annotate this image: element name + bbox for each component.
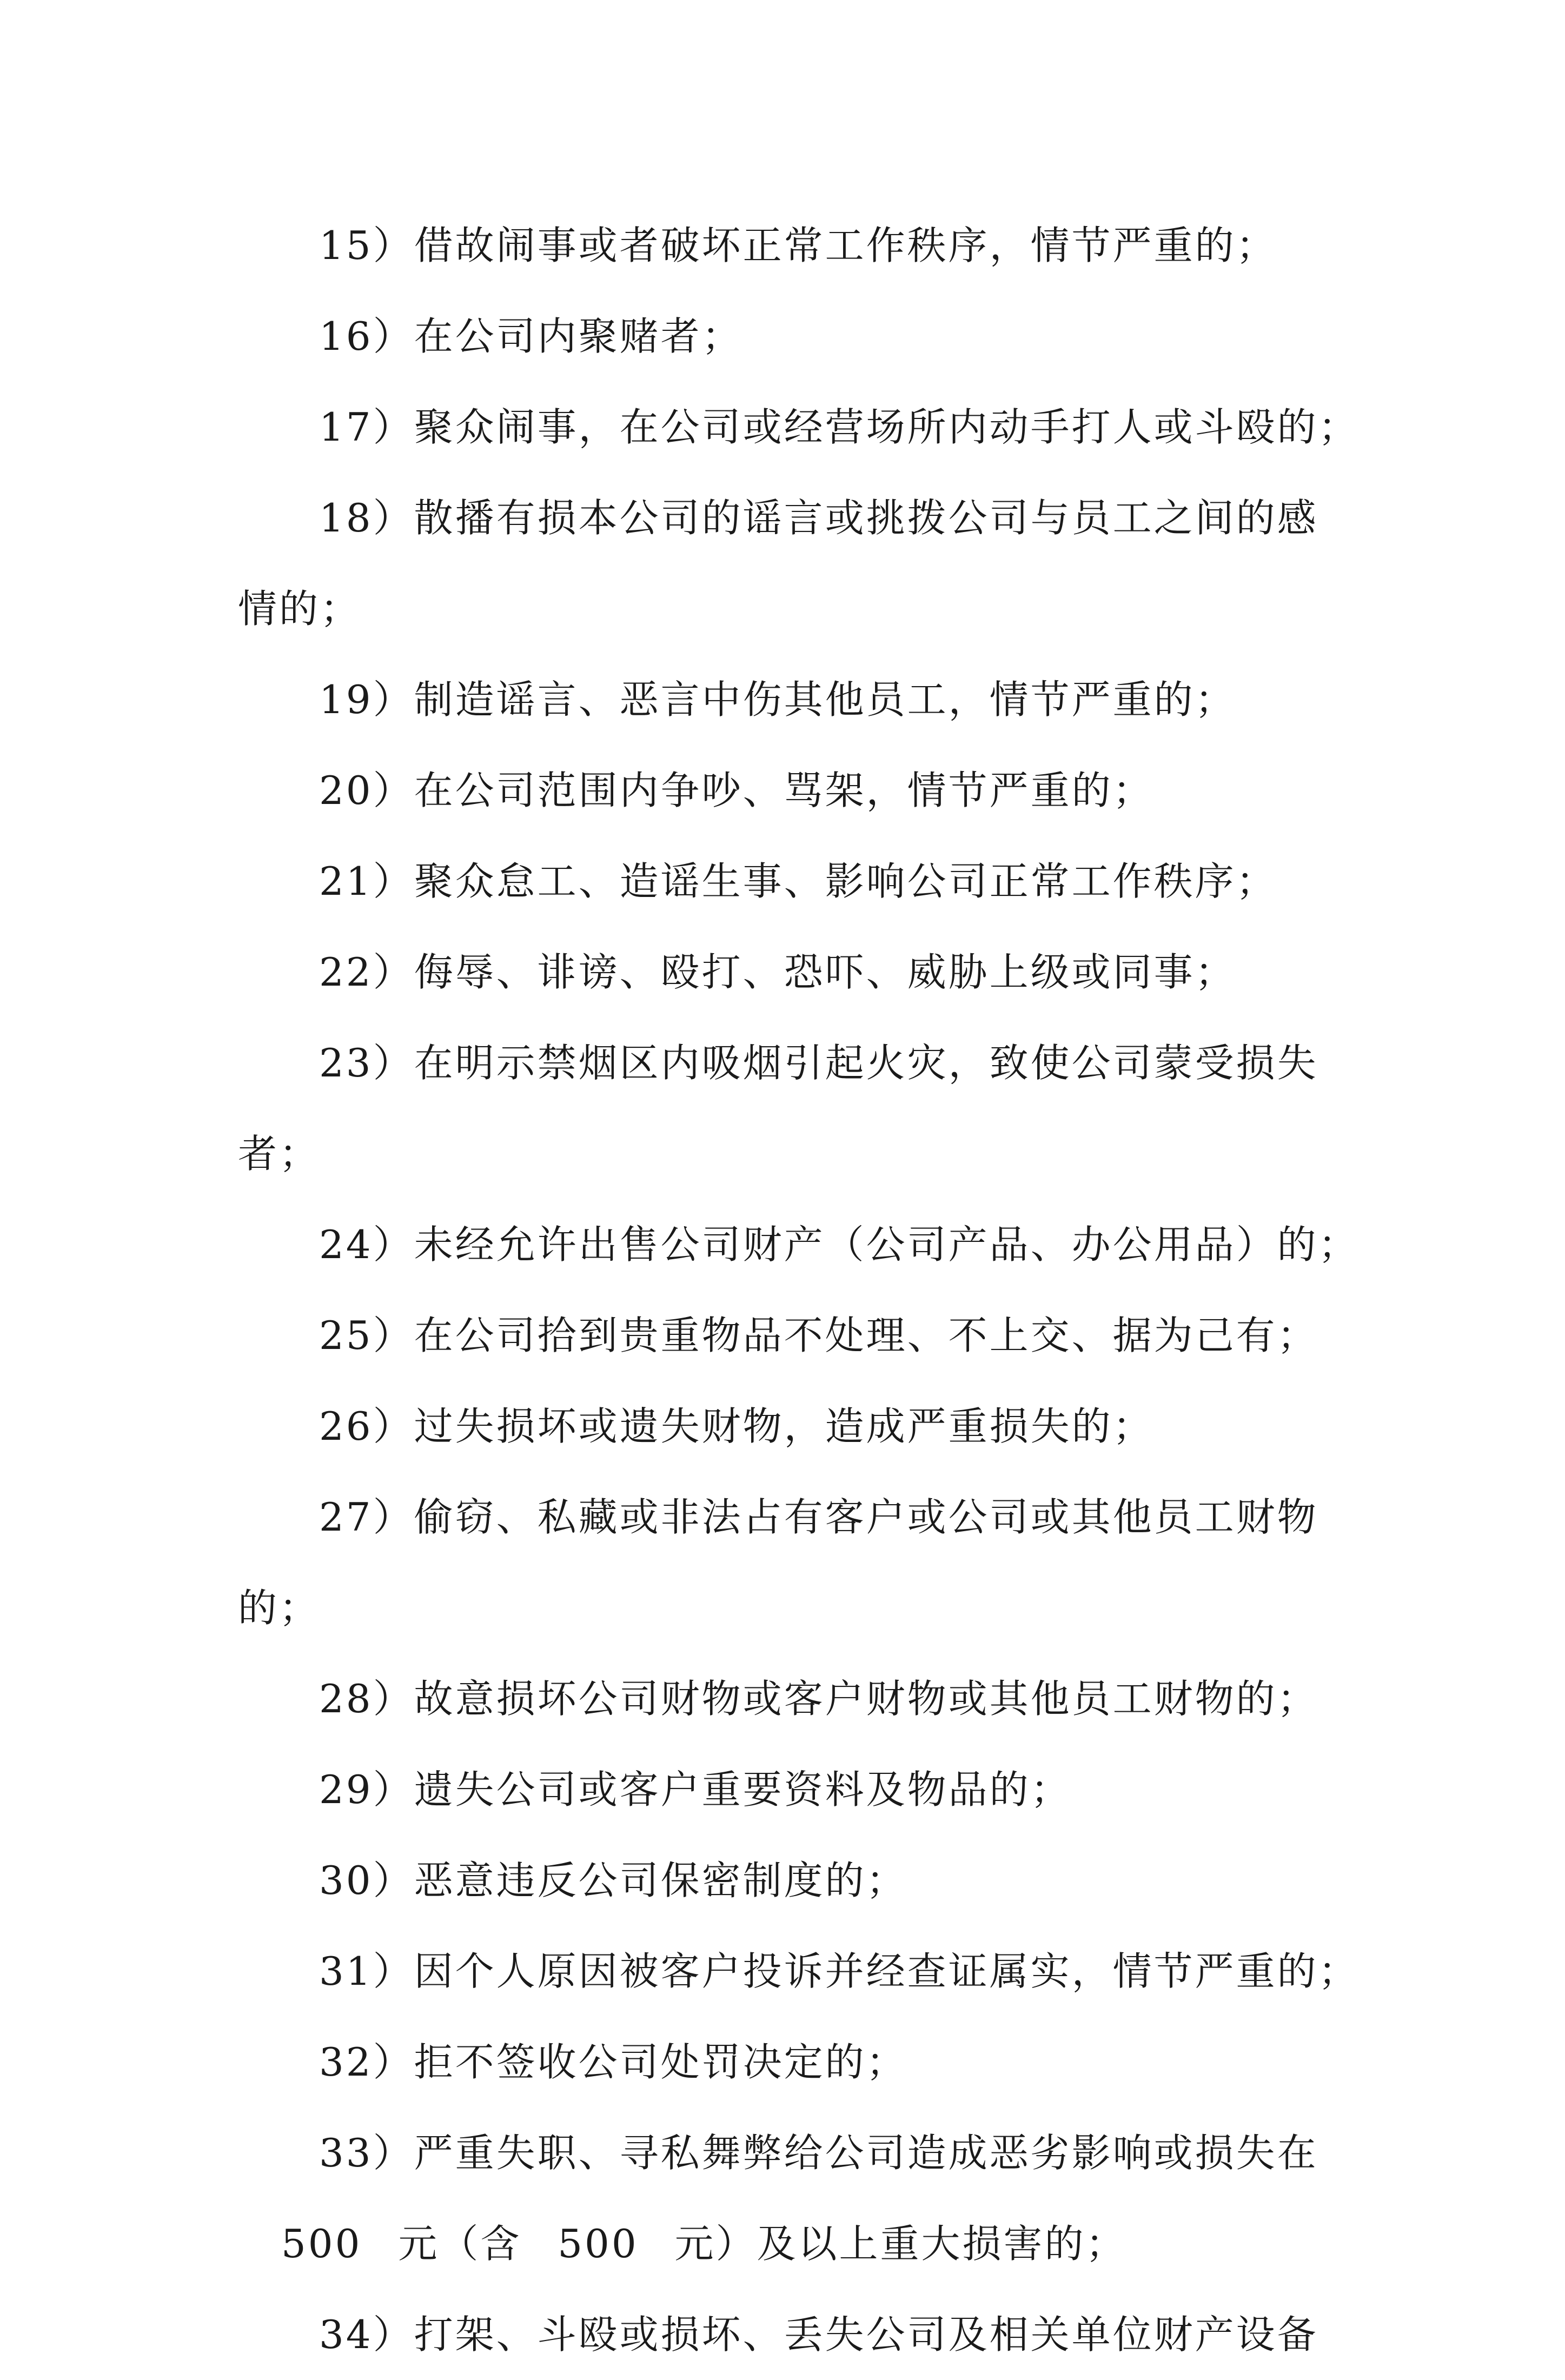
list-item: 16）在公司内聚赌者； bbox=[319, 314, 743, 359]
list-item: 25）在公司拾到贵重物品不处理、不上交、据为己有； bbox=[319, 1313, 1318, 1358]
list-item: 32）拒不签收公司处罚决定的； bbox=[319, 2039, 907, 2085]
list-item: 31）因个人原因被客户投诉并经查证属实，情节严重的； bbox=[319, 1949, 1360, 1994]
list-item: 27）偷窃、私藏或非法占有客户或公司或其他员工财物 bbox=[319, 1494, 1318, 1540]
list-item: 20）在公司范围内争吵、骂架，情节严重的； bbox=[319, 768, 1154, 813]
list-item: 34）打架、斗殴或损坏、丢失公司及相关单位财产设备 bbox=[319, 2312, 1318, 2357]
list-item: 33）严重失职、寻私舞弊给公司造成恶劣影响或损失在 bbox=[319, 2130, 1318, 2176]
list-item-continuation: 500 元（含 500 元）及以上重大损害的； bbox=[281, 2221, 1127, 2266]
list-item-continuation: 的； bbox=[238, 1585, 321, 1631]
list-item-continuation: 者； bbox=[238, 1131, 321, 1176]
list-item: 21）聚众怠工、造谣生事、影响公司正常工作秩序； bbox=[319, 859, 1277, 904]
list-item-continuation: 情的； bbox=[238, 586, 362, 631]
list-item: 15）借故闹事或者破坏正常工作秩序，情节严重的； bbox=[319, 223, 1277, 268]
list-item: 24）未经允许出售公司财产（公司产品、办公用品）的； bbox=[319, 1222, 1360, 1267]
list-item: 30）恶意违反公司保密制度的； bbox=[319, 1858, 907, 1903]
document-body bbox=[238, 200, 1360, 2380]
list-item: 17）聚众闹事，在公司或经营场所内动手打人或斗殴的； bbox=[319, 404, 1360, 450]
list-item: 26）过失损坏或遗失财物，造成严重损失的； bbox=[319, 1404, 1154, 1449]
list-item: 23）在明示禁烟区内吸烟引起火灾，致使公司蒙受损失 bbox=[319, 1040, 1318, 1086]
list-item: 19）制造谣言、恶言中伤其他员工，情节严重的； bbox=[319, 677, 1236, 722]
list-item: 22）侮辱、诽谤、殴打、恐吓、威胁上级或同事； bbox=[319, 949, 1236, 995]
list-item: 29）遗失公司或客户重要资料及物品的； bbox=[319, 1767, 1072, 1812]
list-item: 18）散播有损本公司的谣言或挑拨公司与员工之间的感 bbox=[319, 495, 1318, 541]
list-item: 28）故意损坏公司财物或客户财物或其他员工财物的； bbox=[319, 1676, 1318, 1721]
